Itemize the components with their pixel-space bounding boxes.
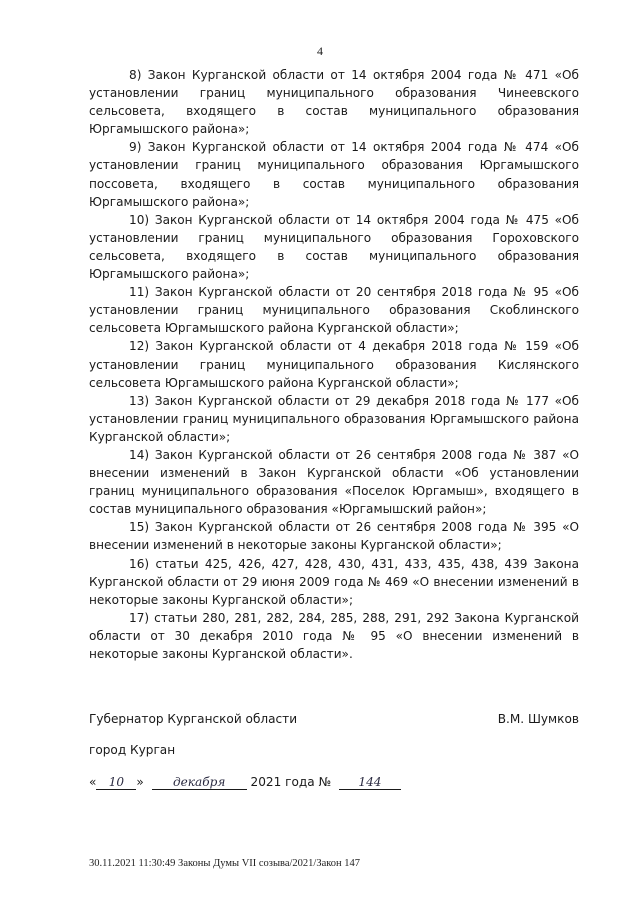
list-item: 9) Закон Курганской области от 14 октября 2004 года № 474 «Об установлении границ муниципального образования Юргамышского поссовета, входящего в состав муниципального образования Юргамышского района»; — [89, 140, 579, 209]
signatory-title: Губернатор Курганской области — [89, 712, 298, 726]
list-item: 14) Закон Курганской области от 26 сентября 2008 года № 387 «О внесении изменений в Закон Курганской области «Об установлении границ муниципального образования «Поселок Юргамыш», входящего в состав муниципального образования «Юргамышский район»; — [89, 447, 579, 517]
list-item: 15) Закон Курганской области от 26 сентября 2008 года № 395 «О внесении изменений в некоторые законы Курганской области»; — [89, 520, 579, 553]
signatory-name: В.М. Шумков — [497, 712, 579, 726]
place-of-signing: город Курган — [89, 743, 176, 757]
list-item: 8) Закон Курганской области от 14 октября 2004 года № 471 «Об установлении границ муниципального образования Чинеевского сельсовета, входящего в состав муниципального образования Юргамышского района»; — [89, 68, 579, 137]
handwritten-day: 10 — [96, 775, 136, 790]
page-number: 4 — [317, 44, 323, 58]
list-item: 16) статьи 425, 426, 427, 428, 430, 431, 433, 435, 438, 439 Закона Курганской области от 29 июня 2009 года № 469 «О внесении изменений в некоторые законы Курганской области»; — [89, 556, 579, 607]
handwritten-law-number: 144 — [339, 775, 401, 790]
law-list — [89, 66, 579, 663]
date-open-quote: « — [89, 775, 97, 789]
date-close-quote: » — [136, 775, 144, 789]
list-item: 10) Закон Курганской области от 14 октября 2004 года № 475 «Об установлении границ муниципального образования Гороховского сельсовета, входящего в состав муниципального образования Юргамышского района»; — [89, 212, 579, 282]
list-item: 11) Закон Курганской области от 20 сентября 2018 года № 95 «Об установлении границ муниципального образования Скоблинского сельсовета Юргамышского района Курганской области»; — [89, 285, 579, 336]
footer-stamp: 30.11.2021 11:30:49 Законы Думы VII созыва/2021/Закон 147 — [89, 858, 361, 869]
date-year-text: 2021 года № — [250, 775, 332, 789]
handwritten-month: декабря — [152, 775, 247, 790]
list-item: 13) Закон Курганской области от 29 декабря 2018 года № 177 «Об установлении границ муниципального образования Юргамышского района Курганской области»; — [89, 393, 579, 444]
list-item: 12) Закон Курганской области от 4 декабря 2018 года № 159 «Об установлении границ муниципального образования Кислянского сельсовета Юргамышского района Курганской области»; — [89, 339, 579, 390]
signing-date — [89, 775, 401, 790]
list-item: 17) статьи 280, 281, 282, 284, 285, 288, 291, 292 Закона Курганской области от 30 декабря 2010 года № 95 «О внесении изменений в некоторые законы Курганской области». — [89, 610, 579, 661]
